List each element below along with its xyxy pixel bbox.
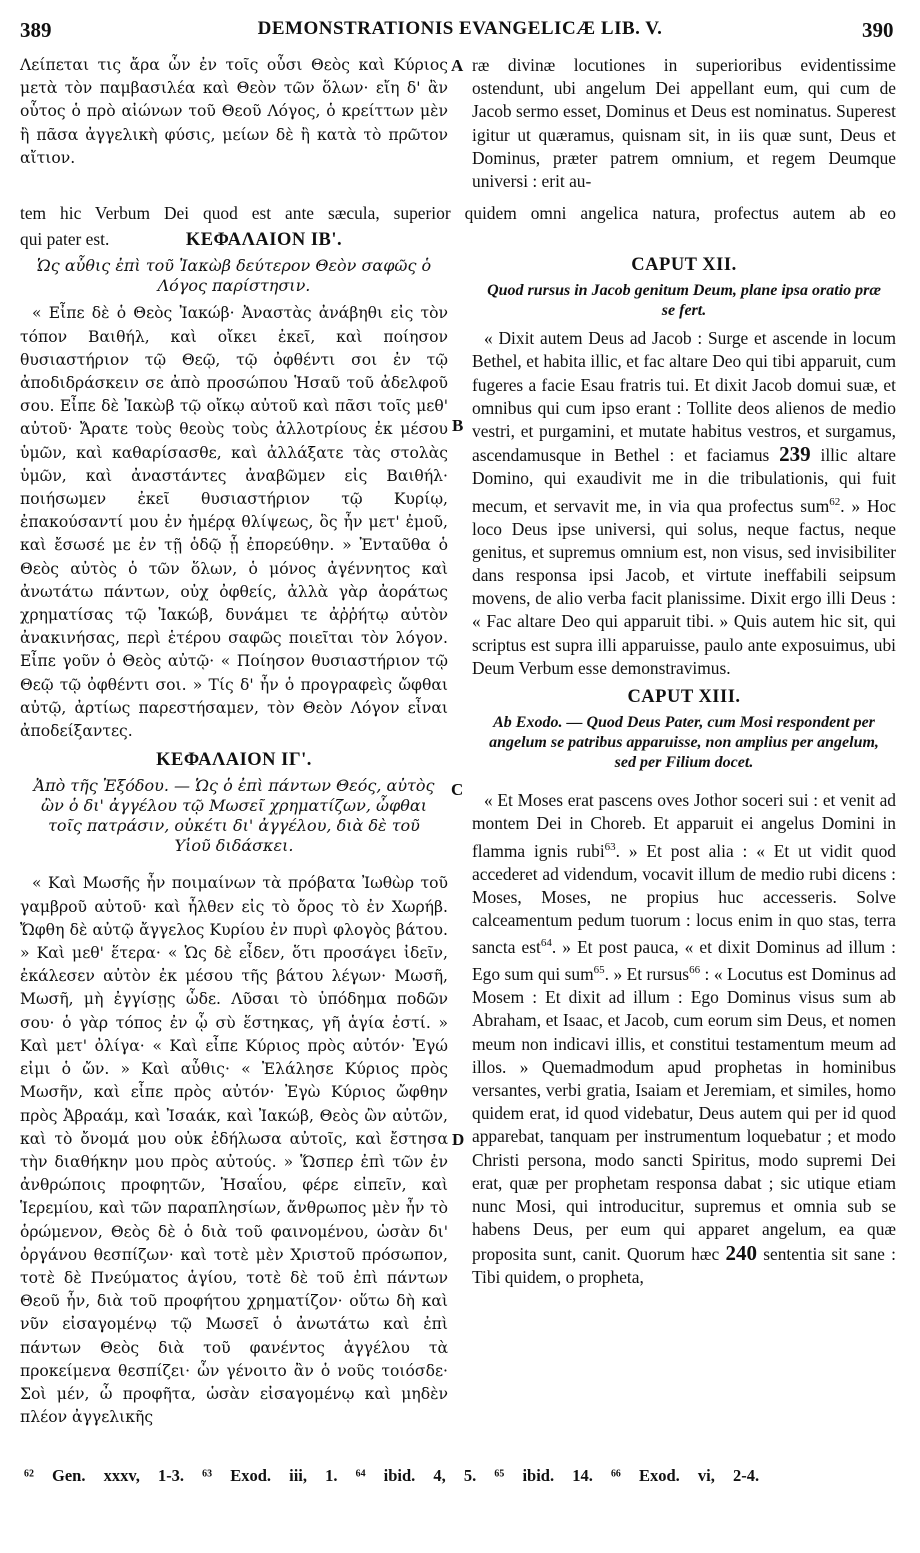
- spacer: [472, 779, 896, 789]
- spacer: [20, 862, 448, 872]
- running-title: DEMONSTRATIONIS EVANGELICÆ LIB. V.: [257, 18, 663, 39]
- latin-column-top: [472, 54, 896, 193]
- greek-column-main: [20, 228, 448, 1429]
- greek-chapter-13-text: « Καὶ Μωσῆς ἦν ποιμαίνων τὰ πρόβατα Ἰωθὼρ τοῦ γαμβροῦ αὐτοῦ· καὶ ἦλθεν εἰς τὸ ὄρος τὸ ἐν Χωρήβ. Ὤφθη δὲ αὐτῷ ἄγγελος Κυρίου ἐν πυρὶ φλογὸς βάτου. » Καὶ μεθ' ἕτερα· « Ὡς δὲ εἶδεν, ὅτι προσάγει ἰδεῖν, ἐκάλεσεν αὐτὸν ἐκ μέσου τῆς βάτου λέγων· Μωσῆ, Μωσῆ, μὴ ἐγγίσῃς ὧδε. Λῦσαι τὸ ὑπόδημα ποδῶν σου· ὁ γὰρ τόπος ἐν ᾧ σὺ ἕστηκας, γῆ ἁγία ἐστί. » Καὶ μετ' ὀλίγα· « Καὶ εἶπε Κύριος πρὸς αὐτόν· Ἐγώ εἰμι ὁ ὤν. » Καὶ αὖθις· « Ἐλάλησε Κύριος πρὸς Μωσῆν, καὶ εἶπε πρὸς αὐτόν· Ἐγὼ Κύριος ὤφθην πρὸς Ἀβραάμ, καὶ Ἰσαάκ, καὶ Ἰακώβ, Θεὸς ὢν αὐτῶν, καὶ τὸ ὄνομά μου οὐκ ἐδήλωσα αὐτοῖς, καὶ ἔστησα τὴν διαθήκην μου πρὸς αὐτούς. » Ὥσπερ ἐπὶ τῶν ἐν ἀνθρώποις προφητῶν, Ἡσαΐου, φέρε εἰπεῖν, καὶ Ἱερεμίου, καὶ τῶν παραπλησίων, ἄνθρωπος μὲν ἦν τὸ ὁρώμενον, Θεὸς δὲ ὁ διὰ τοῦ φαινομένου, ὡσὰν δι' ὀργάνου θεσπίζων· καὶ τοτὲ μὲν Χριστοῦ πρόσωπον, τοτὲ δὲ Πνεύματος ἁγίου, τοτὲ δὲ τοῦ ἐπὶ πάντων Θεοῦ ἦν, διὰ τοῦ προφήτου χρηματίζον· οὕτω δὴ καὶ νῦν εἰσαγομένῳ τῷ Μωσεῖ ὁ ἀνωτάτω καὶ ἐπὶ πάντων Θεὸς διὰ τοῦ φανέντος ἀγγέλου τὰ προκείμενα θεσπίζει· ὧν γένοιτο ἂν ὁ νοῦς τοιόσδε· Σοὶ μέν, ὦ προφῆτα, ὡσὰν εἰσαγομένῳ καὶ μηδὲν πλέον ἀγγελικῆς: [20, 874, 448, 1427]
- greek-chapter-12-summary: Ὡς αὖθις ἐπὶ τοῦ Ἰακὼβ δεύτερον Θεὸν σαφῶς ὁ Λόγος παρίστησιν.: [36, 256, 432, 296]
- latin-ch12-text-a: « Dixit autem Deus ad Jacob : Surge et ascende in locum Bethel, et habita illic, et fac altare Deo qui tibi apparuit, cum fugeres a facie Esau fratris tui. Et dixit Jacob domui suæ, et omnibus qui cum ipso erant : Tollite deos alienos de medio vestri, et purgamini, et mutate habitus vestros, et surgamus, ascendamusque in Bethel : et faciamus: [472, 328, 896, 466]
- full-width-line: [20, 202, 896, 225]
- latin-chapter-12-heading: CAPUT XII.: [631, 255, 737, 275]
- greek-column-top: [20, 54, 448, 170]
- page-header: [0, 18, 920, 48]
- latin-wide-line: tem hic Verbum Dei quod est ante sæcula, superior quidem omni angelica natura, profectus autem ab eo: [20, 203, 896, 223]
- margin-marker-b: B: [452, 416, 464, 435]
- latin-intro-paragraph: ræ divinæ locutiones in superioribus evidentissime ostendunt, ubi angelum Dei appellant eum, qui cum de Jacob sermo esset, Dominus et Deus est nominatus. Superest igitur ut quæramus, quisnam sit, in iis quæ sunt, Deus et Dominus, præter patrem omnium, et regem Deumque universi : erit au-: [472, 55, 896, 192]
- margin-marker-a: A: [451, 56, 464, 75]
- latin-chapter-13-heading: CAPUT XIII.: [627, 687, 741, 708]
- greek-intro-paragraph: Λείπεται τις ἄρα ὧν ἐν τοῖς οὖσι Θεὸς καὶ Κύριος μετὰ τὸν παμβασιλέα καὶ Θεὸν τῶν ὅλων· εἴη δ' ἂν οὗτος ὁ πρὸ αἰώνων τοῦ Θεοῦ Λόγος, ὁ κρείττων μὲν ἢ πᾶσα ἀγγελικὴ φύσις, μείων δὲ ἢ κατὰ τὸ πρῶτον αἴτιον.: [20, 56, 448, 167]
- latin-chapter-12-summary: Quod rursus in Jacob genitum Deum, plane ipsa oratio præ se fert.: [487, 282, 881, 320]
- latin-ch13-text-a: « Et Moses erat pascens oves Jothor soceri sui : et venit ad montem Dei in Choreb. Et apparuit ei angelus Domini in flamma ignis rubi: [472, 790, 896, 861]
- footnotes: ⁶² Gen. xxxv, 1-3. ⁶³ Exod. iii, 1. ⁶⁴ ibid. 4, 5. ⁶⁵ ibid. 14. ⁶⁶ Exod. vi, 2-4.: [24, 1466, 760, 1485]
- margin-marker-d: D: [452, 1130, 465, 1149]
- latin-chapter-13-text: [472, 789, 896, 1289]
- latin-chapter-12-text: [472, 327, 896, 680]
- margin-marker-c: C: [451, 780, 464, 799]
- latin-ch13-text-f: sententia sit sane : Tibi quidem, o propheta,: [472, 1243, 896, 1287]
- page-marker-240: 240: [725, 1240, 757, 1265]
- page-marker-239: 239: [779, 442, 811, 467]
- page-number-left: 389: [20, 18, 52, 42]
- latin-column-main: [472, 248, 896, 1289]
- footnote-ref-65: 65: [593, 964, 605, 977]
- latin-ch13-text-c: . » Et post pauca, « et dixit Dominus ad illum : Ego sum qui sum: [472, 937, 896, 985]
- footnote-ref-66: 66: [689, 964, 701, 977]
- latin-chapter-13-summary: Ab Exodo. — Quod Deus Pater, cum Mosi respondent per angelum se patribus apparuisse, non amplius per angelum, sed per Filium docet.: [489, 714, 879, 772]
- footnote-ref-63: 63: [604, 840, 616, 853]
- page-number-right: 390: [862, 18, 894, 42]
- latin-ch12-text-b: illic altare Domino, qui exaudivit me in die tribulationis, qui fuit mecum, et servavit me, in via qua profectus sum: [472, 445, 896, 516]
- greek-chapter-13-summary: Ἀπὸ τῆς Ἐξόδου. — Ὡς ὁ ἐπὶ πάντων Θεός, αὐτὸς ὢν ὁ δι' ἀγγέλου τῷ Μωσεῖ χρηματίζων, ὦφθαι τοῖς πατράσιν, οὐκέτι δι' ἀγγέλου, διὰ δὲ τοῦ Υἱοῦ διδάσκει.: [33, 776, 435, 856]
- greek-chapter-13-heading: ΚΕΦΑΛΑΙΟΝ ΙΓ'.: [156, 750, 312, 771]
- greek-chapter-12-heading: ΚΕΦΑΛΑΙΟΝ ΙΒ'.: [185, 230, 343, 251]
- latin-ch13-text-d: . » Et rursus: [604, 964, 690, 985]
- latin-ch12-text-c: . » Hoc loco Deus ipse universi, qui solus, neque factus, neque genitus, et supremus omnium est, non visus, sed invisibiliter dans responsa ipsi Jacob, et virtute ineffabili seipsum movens, de alio verba facit planissime. Dixit ergo illi Deus : « Fac altare Deo qui apparuit tibi. » Quis autem hic sit, qui scriptus est supra illi apparuisse, paulo ante exposuimus, ubi Deum Verbum esse demonstravimus.: [472, 495, 896, 678]
- footnote-ref-64: 64: [540, 937, 552, 950]
- latin-ch13-text-b: . » Et post alia : « Et ut vidit quod accederet ad videndum, vocavit illum de medio rubi dicens : Moses, Moses, ne propius huc accesseris. Solve calceamentum pedum tuorum : locus enim in quo stas, terra sancta est: [472, 840, 896, 958]
- greek-chapter-12-text: « Εἶπε δὲ ὁ Θεὸς Ἰακώβ· Ἀναστὰς ἀνάβηθι εἰς τὸν τόπον Βαιθήλ, καὶ οἴκει ἐκεῖ, καὶ ποίησον θυσιαστήριον τῷ Θεῷ, τῷ ὀφθέντι σοι ἐν τῷ ἀποδιδράσκειν σε ἀπὸ προσώπου Ἡσαῦ τοῦ ἀδελφοῦ σου. Εἶπε δὲ Ἰακὼβ τῷ οἴκῳ αὐτοῦ καὶ πᾶσι τοῖς μεθ' αὐτοῦ· Ἄρατε τοὺς θεοὺς τοὺς ἀλλοτρίους ἐκ μέσου ὑμῶν, καὶ καθαρίσασθε, καὶ ἀλλάξατε τὰς στολὰς ὑμῶν, καὶ ἀναστάντες ἀναβῶμεν εἰς Βαιθήλ· ποιήσωμεν ἐκεῖ θυσιαστήριον τῷ Κυρίῳ, ἐπακούσαντί μου ἐν ἡμέρᾳ θλίψεως, ὃς ἦν μετ' ἐμοῦ, καὶ ἔσωσέ με ἐν τῇ ὁδῷ ᾗ ἐπορεύθην. » Ἐνταῦθα ὁ Θεὸς αὐτὸς ὁ τῶν ὅλων, ὁ μόνος ἀγέννητος καὶ ἀνωτάτω πάντων, οὐχ ὀφθείς, ἀλλὰ γὰρ ἀοράτως χρηματίσας τῷ Ἰακώβ, δυνάμει τε ἀῤῥήτῳ αὐτὸν ἀνακινήσας, περὶ ἑτέρου σαφῶς ποιεῖται τὸν λόγον. Εἶπε γοῦν ὁ Θεὸς αὐτῷ· « Ποίησον θυσιαστήριον τῷ Θεῷ τῷ ὀφθέντι σοι. » Τίς δ' ἦν ὁ προγραφεὶς ὤφθαι αὐτῷ, ἀρτίως παρεστήσαμεν, τὸν Θεὸν Λόγον εἶναι ἀποδείξαντες.: [20, 304, 448, 741]
- qui-pater-line: qui pater est.: [20, 229, 110, 249]
- latin-ch13-text-e: : « Locutus est Dominus ad Mosem : Et dixit ad illum : Ego Dominus visus sum ab Abraham, et Isaac, et Jacob, cum eorum sim Deus, et nomen meum non indicavi illis, et constitui testamentum meum ad illos. » Quemadmodum apud prophetas in hominibus versantes, verbi gratia, Isaiam et Jeremiam, et similes, homo quidem erat, id quod videbatur, Deus autem qui per id quod apparebat, tanquam per instrumentum loquebatur ; et modo Christi persona, modo sancti Spiritus, modo supremi Dei erat, quæ per prophetam responsa dabat ; sic utique etiam nunc Mosi, qui introducitur, supremus et omnia sub se habens Deus, per eum qui apparet angelum, ea quæ proposita sunt, canit. Quorum hæc: [472, 964, 896, 1264]
- footnote-ref-62: 62: [829, 495, 841, 508]
